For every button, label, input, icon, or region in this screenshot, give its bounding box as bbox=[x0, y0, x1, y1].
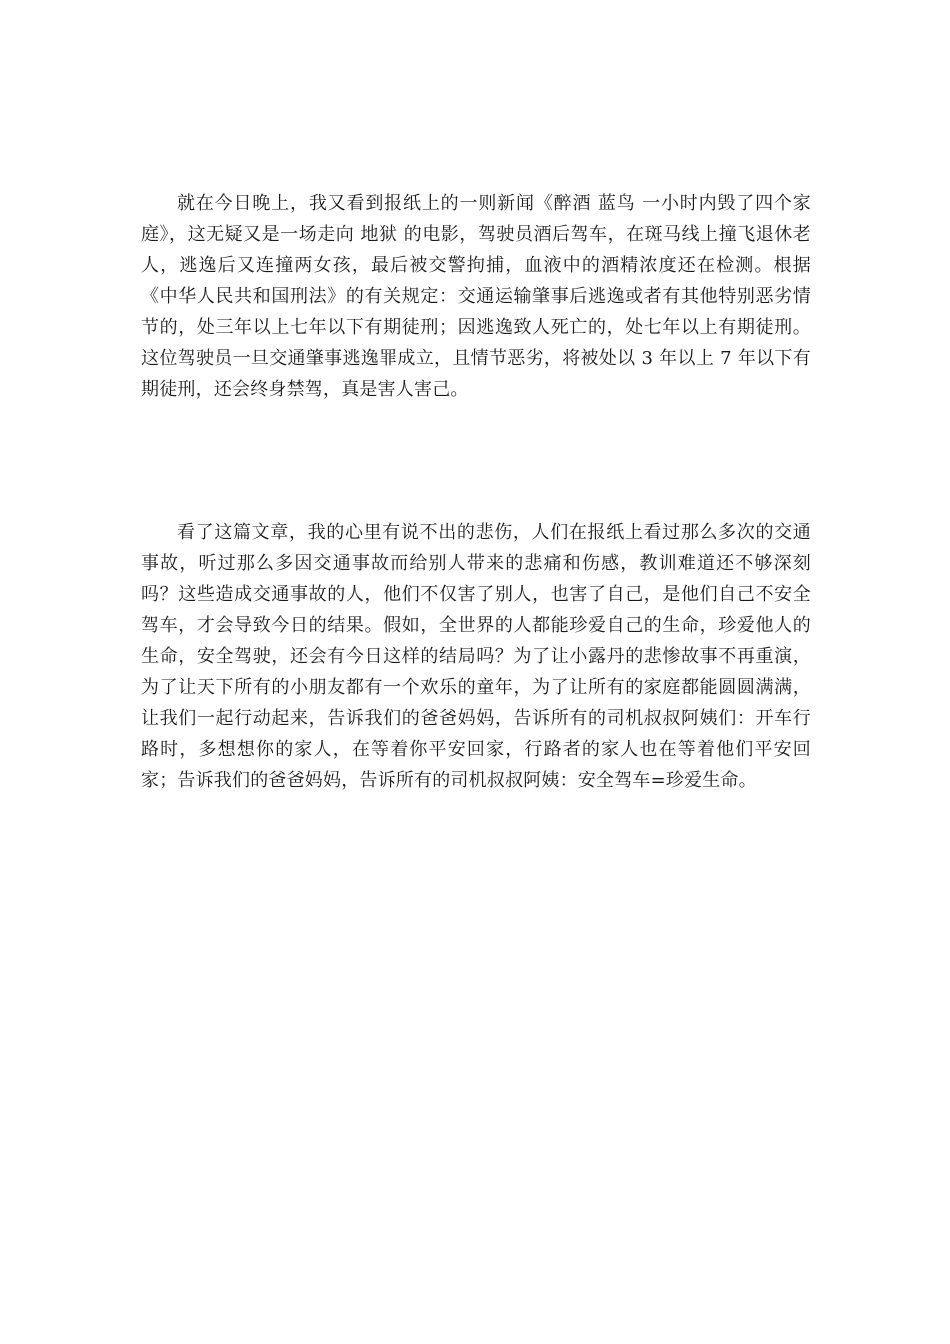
paragraph-news-report: 就在今日晚上，我又看到报纸上的一则新闻《醉酒 蓝鸟 一小时内毁了四个家庭》，这无疑又是一场走向 地狱 的电影，驾驶员酒后驾车，在斑马线上撞飞退休老人，逃逸后又连撞两女孩，最后被交警拘捕，血液中的酒精浓度还在检测。根据《中华人民共和国刑法》的有关规定：交通运输肇事后逃逸或者有其他特别恶劣情节的，处三年以上七年以下有期徒刑；因逃逸致人死亡的，处七年以上有期徒刑。这位驾驶员一旦交通肇事逃逸罪成立，且情节恶劣，将被处以 3 年以上 7 年以下有期徒刑，还会终身禁驾，真是害人害己。 bbox=[141, 193, 811, 400]
paragraph-reflection: 看了这篇文章，我的心里有说不出的悲伤，人们在报纸上看过那么多次的交通事故，听过那么多因交通事故而给别人带来的悲痛和伤感，教训难道还不够深刻吗？这些造成交通事故的人，他们不仅害了别人，也害了自己，是他们自己不安全驾车，才会导致今日的结果。假如，全世界的人都能珍爱自己的生命，珍爱他人的生命，安全驾驶，还会有今日这样的结局吗？为了让小露丹的悲惨故事不再重演，为了让天下所有的小朋友都有一个欢乐的童年，为了让所有的家庭都能圆圆满满，让我们一起行动起来，告诉我们的爸爸妈妈，告诉所有的司机叔叔阿姨们：开车行路时，多想想你的家人，在等着你平安回家，行路者的家人也在等着他们平安回家；告诉我们的爸爸妈妈，告诉所有的司机叔叔阿姨：安全驾车=珍爱生命。 bbox=[141, 522, 811, 791]
